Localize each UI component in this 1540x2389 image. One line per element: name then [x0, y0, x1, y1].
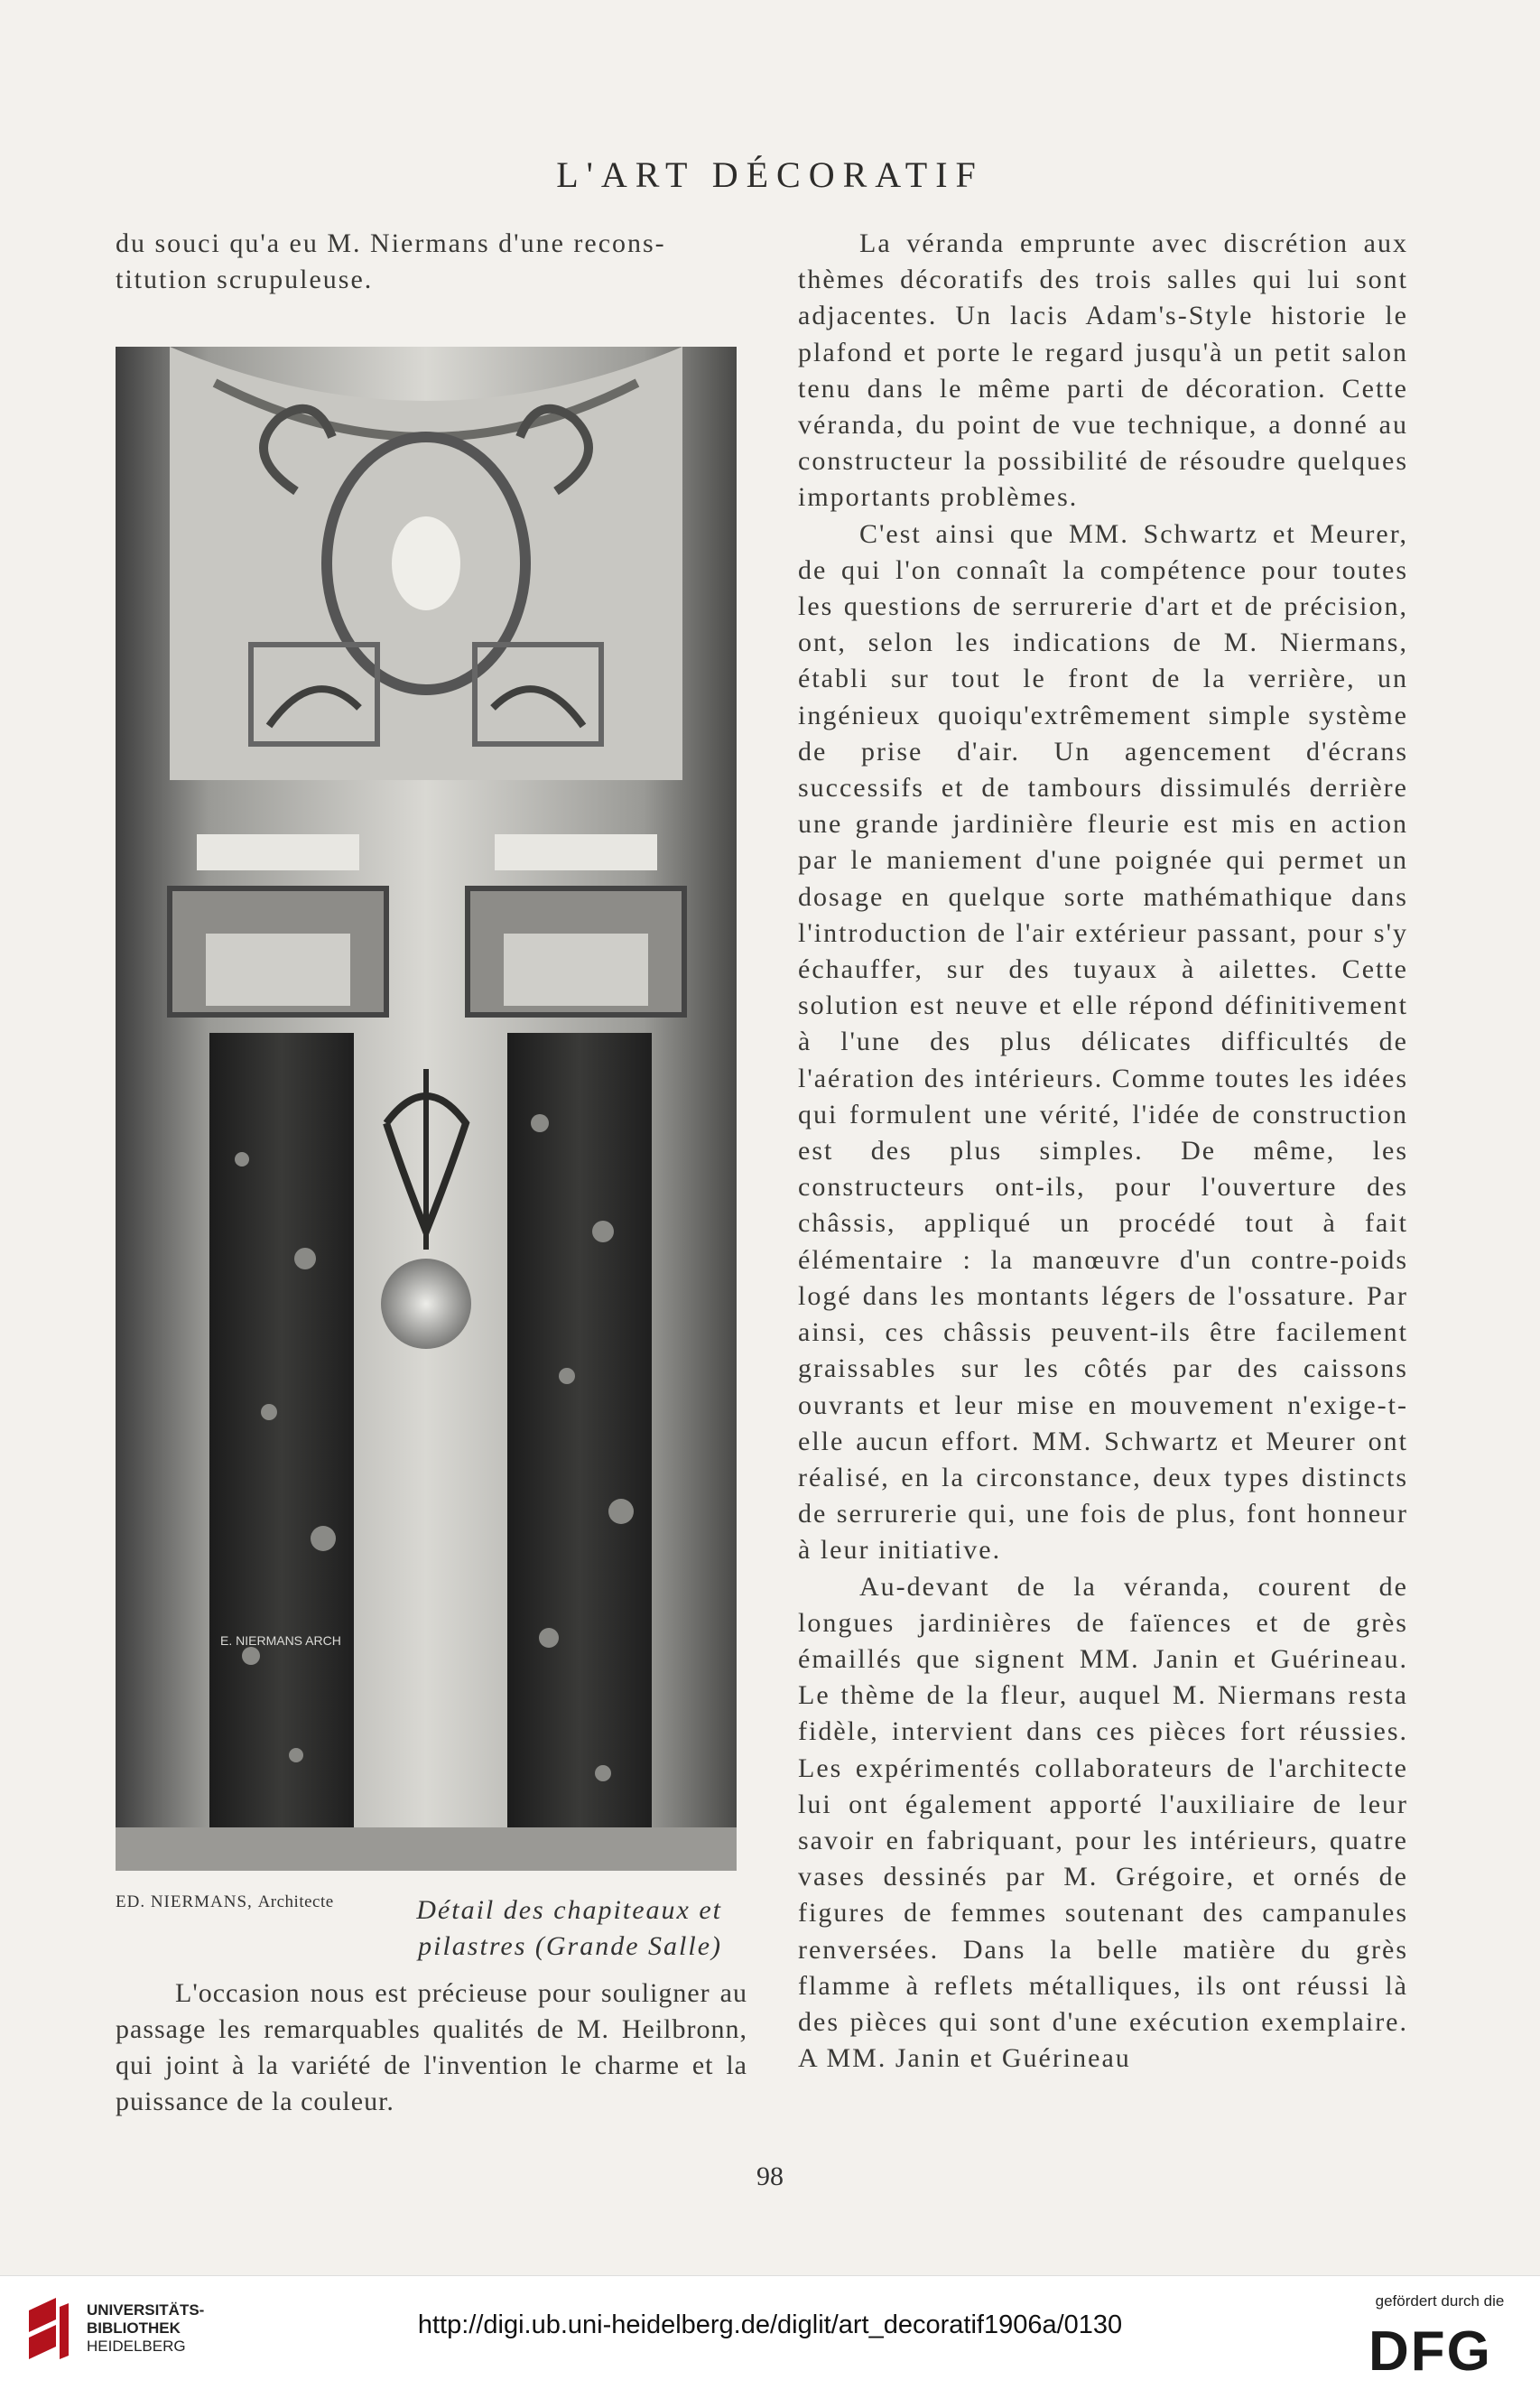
left-column-intro [116, 226, 775, 298]
institution-line: HEIDELBERG [87, 2338, 186, 2355]
paragraph: Au-devant de la véranda, courent de longues jardinières de faïences et de grès émaillés que signent MM. Janin et Guérineau. Le thème de la fleur, auquel M. Niermans resta fidèle, intervient dans ces pièces fort réussies. Les expérimentés collaborateurs de l'architecte lui ont également apporté l'auxiliaire de leur savoir en fabriquant, pour les intérieurs, quatre vases dessinés par M. Grégoire, et ornés de figures de femmes soutenant des campanules renversées. Dans la belle matière du grès flamme à reflets métalliques, ils ont réussi là des pièces qui sont d'une exécution exemplaire. A MM. Janin et Guérineau [798, 1571, 1408, 2074]
institution-line: BIBLIOTHEK [87, 2319, 181, 2337]
text-line: titution scrupuleuse. [116, 265, 374, 294]
footer-bar [0, 2275, 1540, 2389]
photo-signature: E. NIERMANS ARCH [220, 1633, 341, 1648]
institution-line: UNIVERSITÄTS- [87, 2301, 205, 2319]
caption-title-line: pilastres (Grande Salle) [418, 1931, 722, 1961]
paragraph: La véranda emprunte avec discrétion aux thèmes décoratifs des trois salles qui lui sont adjacentes. Un lacis Adam's-Style historie le plafond et porte le regard jusqu'à un petit salon tenu dans le même parti de décoration. Cette véranda, du point de vue technique, a donné au constructeur la possibilité de résoudre quelques importants problèmes. [798, 228, 1408, 513]
credit-role: Architecte [257, 1892, 334, 1911]
caption-credit [116, 1892, 334, 1912]
page-number: 98 [756, 2161, 784, 2191]
caption-title-line: Détail des chapiteaux et [416, 1895, 722, 1925]
text-line: du souci qu'a eu M. Niermans d'une recons- [116, 228, 666, 258]
photo-plate [116, 347, 737, 1871]
right-column [798, 226, 1408, 2077]
credit-name: ED. NIERMANS, [116, 1892, 253, 1911]
paragraph: C'est ainsi que MM. Schwartz et Meurer, de qui l'on connaît la compétence pour toutes les questions de serrurerie d'art et de précision, ont, selon les indications de M. Niermans, établi sur tout le front de la verrière, un ingénieux quoiqu'extrêmement simple système de prise d'air. Un agencement d'écrans successifs et de tambours dissimulés derrière une grande jardinière fleurie est mis en action par le maniement d'une poignée qui permet un dosage en quelque sorte mathémathique dans l'introduction de l'air extérieur passant, pour s'y échauffer, sur des tuyaux à ailettes. Cette solution est neuve et elle répond définitivement à l'une des plus délicates difficultés de l'aération des intérieurs. Comme toutes les idées qui formulent une vérité, l'idée de construction est des plus simples. De même, les constructeurs ont-ils, pour l'ouverture des châssis, appliqué un procédé tout à fait élémentaire : la manœuvre d'un contre-poids logé dans les montants légers de l'ossature. Par ainsi, ces châssis peuvent-ils être facilement graissables sur les côtés par des caissons ouvrants et leur mise en mouvement n'exige-t-elle aucun effort. MM. Schwartz et Meurer ont réalisé, en la circonstance, deux types distincts de serrurerie qui, une fois de plus, font honneur à leur initiative. [798, 518, 1408, 1566]
source-url-link[interactable]: http://digi.ub.uni-heidelberg.de/diglit/art_decoratif1906a/0130 [417, 2310, 1123, 2339]
sponsor-label: gefördert durch die [1375, 2292, 1505, 2310]
caption-title [397, 1892, 722, 1965]
left-column-body [116, 1975, 747, 2120]
paragraph: L'occasion nous est précieuse pour souligner au passage les remarquables qualités de M. Heilbronn, qui joint à la variété de l'invention le charme et la puissance de la couleur. [116, 1978, 747, 2116]
running-head: L'ART DÉCORATIF [556, 154, 984, 195]
pilaster-photograph [116, 347, 737, 1871]
dfg-logo: DFG [1368, 2320, 1492, 2383]
